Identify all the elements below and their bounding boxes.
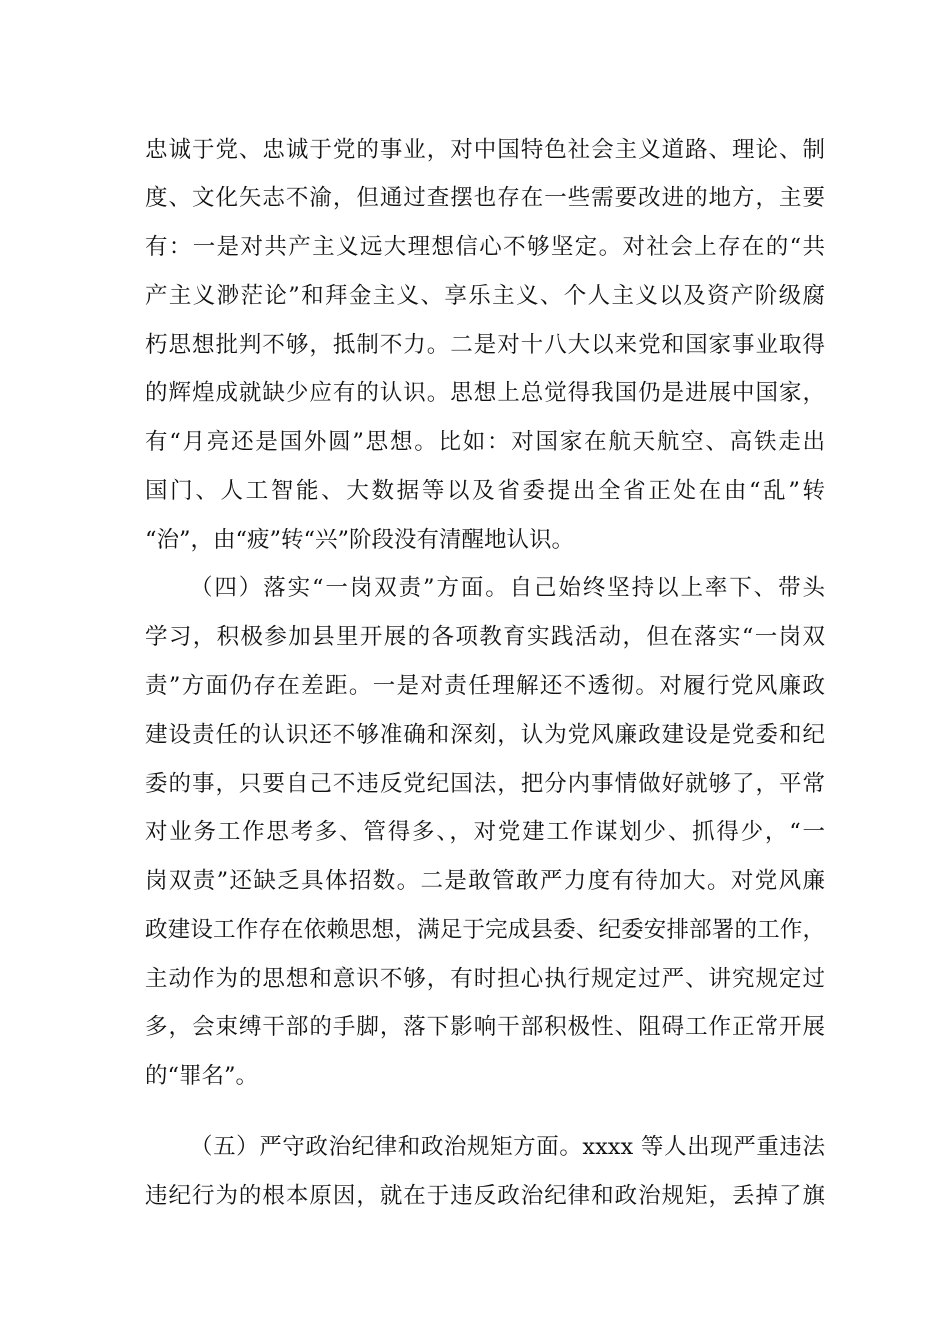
paragraph-1-line: 忠诚于党、忠诚于党的事业，对中国特色社会主义道路、理论、制 [145, 137, 825, 163]
paragraph-1-line: 的辉煌成就缺少应有的认识。思想上总觉得我国仍是进展中国家， [145, 380, 825, 406]
paragraph-1-line: 朽思想批判不够，抵制不力。二是对十八大以来党和国家事业取得 [145, 332, 825, 358]
paragraph-3-line: 违纪行为的根本原因，就在于违反政治纪律和政治规矩，丢掉了旗 [145, 1183, 825, 1209]
paragraph-1-line: 有“月亮还是国外圆”思想。比如：对国家在航天航空、高铁走出 [145, 429, 825, 455]
paragraph-2-line: 多，会束缚干部的手脚，落下影响干部积极性、阻碍工作正常开展 [145, 1014, 825, 1040]
paragraph-2-line: 对业务工作思考多、管得多、，对党建工作谋划少、抓得少，“一 [145, 819, 825, 845]
paragraph-2-line: 政建设工作存在依赖思想，满足于完成县委、纪委安排部署的工作， [145, 917, 825, 943]
paragraph-2-line: 委的事，只要自己不违反党纪国法，把分内事情做好就够了，平常 [145, 771, 825, 797]
paragraph-1-line: “治”，由“疲”转“兴”阶段没有清醒地认识。 [145, 527, 575, 553]
paragraph-2-line: 学习，积极参加县里开展的各项教育实践活动，但在落实“一岗双 [145, 624, 825, 650]
paragraph-2-line: （四）落实“一岗双责”方面。自己始终坚持以上率下、带头 [190, 575, 825, 601]
paragraph-3-line: （五）严守政治纪律和政治规矩方面。xxxx 等人出现严重违法 [190, 1134, 825, 1160]
paragraph-2-line: 主动作为的思想和意识不够，有时担心执行规定过严、讲究规定过 [145, 966, 825, 992]
paragraph-1-line: 度、文化矢志不渝，但通过查摆也存在一些需要改进的地方，主要 [145, 185, 825, 211]
paragraph-2-line: 责”方面仍存在差距。一是对责任理解还不透彻。对履行党风廉政 [145, 673, 825, 699]
paragraph-2-line: 岗双责”还缺乏具体招数。二是敢管敢严力度有待加大。对党风廉 [145, 868, 825, 894]
paragraph-1-line: 有：一是对共产主义远大理想信心不够坚定。对社会上存在的“共 [145, 234, 825, 260]
paragraph-2-line: 的“罪名”。 [145, 1063, 259, 1089]
paragraph-1-line: 国门、人工智能、大数据等以及省委提出全省正处在由“乱”转 [145, 478, 825, 504]
paragraph-1-line: 产主义渺茫论”和拜金主义、享乐主义、个人主义以及资产阶级腐 [145, 283, 825, 309]
paragraph-2-line: 建设责任的认识还不够准确和深刻，认为党风廉政建设是党委和纪 [145, 722, 825, 748]
